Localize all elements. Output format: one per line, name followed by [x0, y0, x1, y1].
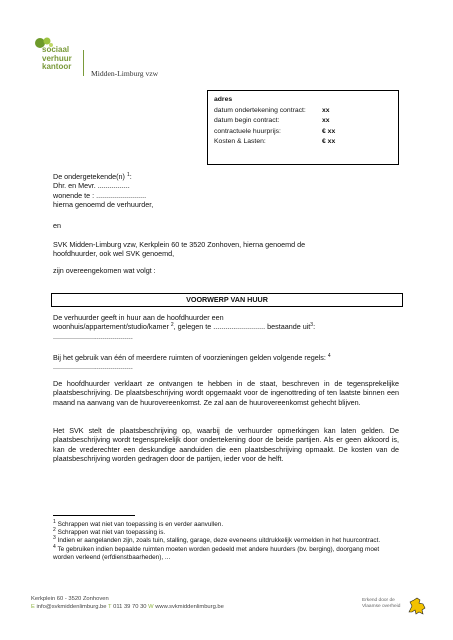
footer-website[interactable]: www.svkmiddenlimburg.be [155, 603, 224, 610]
infobox-row [214, 106, 398, 117]
infobox-value: € xx [322, 138, 336, 145]
signatory-line: De ondergetekende(n) $^1$: [53, 172, 132, 181]
footer-street: Kerkplein 60 - 3520 Zonhoven [31, 596, 109, 602]
infobox-row [214, 116, 398, 127]
infobox-value: xx [322, 117, 330, 124]
logo [30, 34, 90, 80]
landlord-designation: hierna genoemd de verhuurder, [53, 199, 154, 209]
infobox-label: Kosten & Lasten: [214, 138, 266, 145]
gov-text-2: Vlaamse overheid [362, 603, 401, 609]
infobox-row [214, 127, 398, 138]
footer-contact: E info@svkmiddenlimburg.be T 011 39 70 30 W www.svkmiddenlimburg.be [31, 603, 224, 610]
infobox-value: xx [322, 106, 330, 114]
address-line: wonende te : ......................... [53, 190, 147, 200]
footnote-ref: 4 [327, 353, 331, 359]
infobox-label: datum begin contract: [214, 117, 280, 124]
svk-line-2: hoofdhuurder, ook wel SVK genoemd, [53, 249, 175, 259]
agreement-line: zijn overeengekomen wat volgt : [53, 266, 156, 275]
footnotes [53, 521, 401, 562]
flemish-lion-icon [406, 596, 428, 616]
government-logo [362, 596, 432, 620]
infobox-label: datum ondertekening contract: [214, 106, 306, 114]
footnote: $^3$ Indien er aangelanden zijn, zoals tuin, stalling, garage, deze eveneens uitdrukkelijk vermelden in het huurcontract. [53, 535, 381, 545]
and-label: en [53, 221, 61, 230]
name-line: Dhr. en Mevr. ................ [53, 181, 130, 191]
footnote: $^2$ Schrappen wat niet van toepassing is. [53, 527, 166, 537]
contract-info-box [207, 90, 399, 165]
parties-block [53, 172, 403, 209]
condition-paragraph: De hoofdhuurder verklaart ze ontvangen te hebben in de staat, beschreven in de tegensprekelijke plaatsbeschrijving. De plaatsbeschrijving wordt opgemaakt voor de ingenottreding of ten laatste binnen een maand na aanvang van de huurovereenkomst. Ze zal aan de huurovereenkomst gehecht blijven. [53, 379, 399, 407]
footer-email[interactable]: info@svkmiddenlimburg.be [36, 603, 107, 610]
infobox-row [214, 137, 398, 148]
section-title: VOORWERP VAN HUUR [51, 293, 403, 307]
svk-line-1: SVK Midden-Limburg vzw, Kerkplein 60 te 3520 Zonhoven, hierna genoemd de [53, 240, 306, 249]
footnote-ref: 2 [170, 322, 174, 329]
logo-line-1: sociaal [42, 45, 70, 54]
footer-phone: 011 39 70 30 [113, 603, 147, 610]
footnote: $^4$ Te gebruiken indien bepaalde ruimten moeten worden gedeeld met andere huurders (bv. berging), doorgang moet worden verleend (erfdienstbaarheden), ... [53, 543, 380, 561]
footnote-ref: 3 [310, 322, 314, 329]
infobox-label: contractuele huurprijs: [214, 127, 281, 135]
footnote-divider [53, 515, 135, 516]
rental-object-paragraph: De verhuurder geeft in huur aan de hoofdhuurder een woonhuis/appartement/studio/kamer $^2$, gelegen te .......................... bestaande uit$^3$: ........................................ [53, 313, 316, 341]
footnote: $^1$ Schrappen wat niet van toepassing is en verder aanvullen. [53, 519, 224, 528]
header-divider [83, 50, 84, 76]
svk-block [53, 240, 413, 259]
footer-address [31, 596, 281, 611]
footnote-ref: 1 [126, 172, 130, 178]
logo-line-2: verhuur [42, 53, 72, 63]
infobox-value: € xx [322, 127, 336, 135]
gov-text-1: Erkend door de [362, 598, 395, 603]
org-name: Midden-Limburg vzw [91, 69, 159, 78]
logo-line-3: kantoor [42, 62, 72, 71]
usage-rules-paragraph: Bij het gebruik van één of meerdere ruimten of voorzieningen gelden volgende regels: $^4$ ........................................ [53, 353, 331, 372]
infobox-title: adres [214, 96, 233, 103]
inspection-paragraph: Het SVK stelt de plaatsbeschrijving op, waarbij de verhuurder opmerkingen kan laten gelden. De plaatsbeschrijving wordt tegensprekelijk door ondertekening door de beide partijen. Als er geen akkoord is, kan de vrederechter een deskundige aanduiden die een plaatsbeschrijving opmaakt. De kosten van de plaatsbeschrijving worden gedragen door de partijen, ieder voor de helft. [53, 426, 399, 463]
